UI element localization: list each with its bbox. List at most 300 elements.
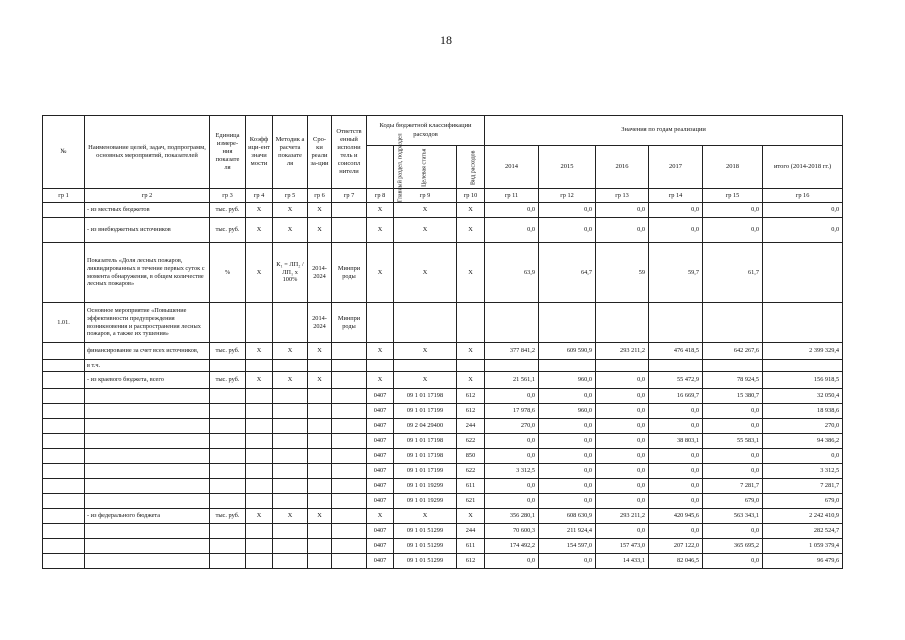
table-cell: 94 386,2	[763, 434, 843, 449]
table-cell	[210, 494, 246, 509]
table-cell	[43, 360, 85, 372]
table-cell: Х	[457, 203, 485, 218]
table-cell: - из федерального бюджета	[85, 509, 210, 524]
table-cell: 174 492,2	[485, 539, 539, 554]
table-cell	[273, 419, 308, 434]
table-cell	[308, 419, 332, 434]
table-cell: 420 945,6	[649, 509, 703, 524]
column-number-cell: гр 16	[763, 189, 843, 203]
header-coeff: Коэфф ици-ент значи мости	[246, 116, 273, 189]
table-cell: 211 924,4	[539, 524, 596, 539]
table-cell	[85, 404, 210, 419]
table-cell: 0,0	[596, 218, 649, 243]
table-cell: 0,0	[763, 218, 843, 243]
table-cell: 7 281,7	[703, 479, 763, 494]
table-cell	[596, 360, 649, 372]
table-cell	[367, 360, 394, 372]
table-cell: 0,0	[596, 464, 649, 479]
table-cell: 0,0	[649, 464, 703, 479]
table-cell	[332, 494, 367, 509]
table-cell	[273, 404, 308, 419]
table-cell	[246, 554, 273, 569]
table-cell: 0,0	[485, 554, 539, 569]
table-cell: Х	[457, 509, 485, 524]
table-cell	[308, 479, 332, 494]
table-cell: 960,0	[539, 372, 596, 389]
table-cell: Х	[367, 243, 394, 303]
table-cell	[332, 389, 367, 404]
table-cell: 0407	[367, 524, 394, 539]
table-cell: 621	[457, 494, 485, 509]
table-cell	[332, 464, 367, 479]
header-code-article: Целевая статья	[394, 146, 457, 189]
table-cell	[85, 419, 210, 434]
table-cell: в т.ч.	[85, 360, 210, 372]
table-cell: 70 600,3	[485, 524, 539, 539]
table-cell: 0,0	[485, 479, 539, 494]
table-cell: 0,0	[539, 449, 596, 464]
table-cell: 356 280,1	[485, 509, 539, 524]
table-cell: 59,7	[649, 243, 703, 303]
table-cell: 0,0	[485, 494, 539, 509]
header-values-by-year: Значения по годам реализации	[485, 116, 843, 146]
table-cell: 0,0	[485, 449, 539, 464]
table-cell: 476 418,5	[649, 343, 703, 360]
table-cell: Минпри роды	[332, 303, 367, 343]
table-cell: тыс. руб.	[210, 218, 246, 243]
table-cell: 0407	[367, 464, 394, 479]
table-cell: %	[210, 243, 246, 303]
table-cell: 09 1 01 17199	[394, 404, 457, 419]
table-cell	[246, 303, 273, 343]
table-cell	[43, 434, 85, 449]
table-cell: Х	[308, 509, 332, 524]
table-body	[43, 189, 843, 569]
table-cell	[273, 303, 308, 343]
table-cell	[308, 539, 332, 554]
header-year-2015: 2015	[539, 146, 596, 189]
table-cell: 612	[457, 554, 485, 569]
table-cell: 960,0	[539, 404, 596, 419]
column-number-cell: гр 4	[246, 189, 273, 203]
table-cell	[85, 539, 210, 554]
table-cell	[308, 524, 332, 539]
table-cell: 0407	[367, 539, 394, 554]
table-cell	[332, 434, 367, 449]
table-cell	[332, 479, 367, 494]
table-cell	[273, 539, 308, 554]
table-cell	[43, 524, 85, 539]
table-cell: Х	[308, 218, 332, 243]
table-cell	[763, 360, 843, 372]
table-cell	[85, 464, 210, 479]
table-cell	[457, 303, 485, 343]
table-cell: 0,0	[539, 554, 596, 569]
table-cell: 365 695,2	[703, 539, 763, 554]
table-cell: Х	[246, 243, 273, 303]
column-number-cell: гр 12	[539, 189, 596, 203]
table-row	[43, 464, 843, 479]
table-cell: 156 918,5	[763, 372, 843, 389]
table-cell: 2014-2024	[308, 303, 332, 343]
table-cell: 2 399 329,4	[763, 343, 843, 360]
table-cell: 18 938,6	[763, 404, 843, 419]
table-cell: 64,7	[539, 243, 596, 303]
table-cell	[273, 524, 308, 539]
table-cell: 0,0	[485, 434, 539, 449]
table-cell	[332, 554, 367, 569]
table-cell: 622	[457, 434, 485, 449]
table-cell: 0,0	[703, 449, 763, 464]
table-cell: Х	[246, 218, 273, 243]
table-cell	[332, 539, 367, 554]
table-cell: 270,0	[763, 419, 843, 434]
table-cell	[210, 449, 246, 464]
table-cell: 0407	[367, 404, 394, 419]
table-cell	[85, 449, 210, 464]
column-number-cell: гр 6	[308, 189, 332, 203]
table-cell: 0,0	[703, 218, 763, 243]
header-budget-codes: Коды бюджетной классификации расходов	[367, 116, 485, 146]
table-cell: 244	[457, 524, 485, 539]
table-cell	[43, 554, 85, 569]
table-cell	[308, 404, 332, 419]
table-cell: 0,0	[485, 389, 539, 404]
table-cell: Х	[308, 203, 332, 218]
table-row	[43, 554, 843, 569]
table-cell: 0407	[367, 434, 394, 449]
table-cell: - из внебюджетных источников	[85, 218, 210, 243]
table-cell: 0,0	[649, 494, 703, 509]
table-cell: Х	[273, 218, 308, 243]
table-cell: 0,0	[596, 404, 649, 419]
table-cell	[43, 539, 85, 554]
table-cell	[43, 343, 85, 360]
table-cell: 2 242 410,9	[763, 509, 843, 524]
table-cell	[43, 218, 85, 243]
table-cell	[43, 372, 85, 389]
table-cell	[273, 449, 308, 464]
column-number-cell: гр 1	[43, 189, 85, 203]
table-cell: Х	[308, 343, 332, 360]
table-cell: 82 046,5	[649, 554, 703, 569]
table-cell	[332, 372, 367, 389]
table-row	[43, 372, 843, 389]
table-cell: 293 211,2	[596, 343, 649, 360]
table-cell: 0,0	[596, 203, 649, 218]
table-cell	[273, 464, 308, 479]
table-cell: 207 122,0	[649, 539, 703, 554]
table-cell: 0,0	[539, 494, 596, 509]
table-cell	[273, 360, 308, 372]
table-cell: финансирование за счет всех источников,	[85, 343, 210, 360]
header-term: Сро-ки реали за-ции	[308, 116, 332, 189]
table-row	[43, 479, 843, 494]
table-cell	[43, 404, 85, 419]
header-method: Методик а расчета показате ля	[273, 116, 308, 189]
table-cell: 0,0	[539, 203, 596, 218]
table-cell: 14 433,1	[596, 554, 649, 569]
table-cell	[332, 509, 367, 524]
table-cell	[273, 554, 308, 569]
table-cell: 7 281,7	[763, 479, 843, 494]
table-row	[43, 524, 843, 539]
table-cell	[210, 360, 246, 372]
table-cell	[246, 360, 273, 372]
table-cell: Х	[367, 218, 394, 243]
column-number-cell: гр 2	[85, 189, 210, 203]
table-cell: 0,0	[703, 419, 763, 434]
table-cell: 0,0	[596, 449, 649, 464]
column-number-cell: гр 5	[273, 189, 308, 203]
table-cell: 612	[457, 404, 485, 419]
table-cell	[43, 419, 85, 434]
table-cell	[485, 303, 539, 343]
table-cell: Х	[273, 203, 308, 218]
table-cell	[85, 524, 210, 539]
table-cell	[273, 494, 308, 509]
column-number-row	[43, 189, 843, 203]
table-cell	[210, 464, 246, 479]
table-cell: 850	[457, 449, 485, 464]
table-row	[43, 303, 843, 343]
table-cell	[85, 494, 210, 509]
table-cell	[308, 464, 332, 479]
table-cell: 157 473,0	[596, 539, 649, 554]
table-cell	[43, 494, 85, 509]
table-cell: 0,0	[596, 419, 649, 434]
table-cell: 0,0	[649, 419, 703, 434]
table-cell	[763, 243, 843, 303]
table-cell: 09 2 04 29400	[394, 419, 457, 434]
table-cell: 0,0	[649, 203, 703, 218]
header-year-2016: 2016	[596, 146, 649, 189]
table-cell: Х	[246, 343, 273, 360]
table-cell	[539, 360, 596, 372]
table-cell	[246, 404, 273, 419]
table-cell: 0,0	[703, 554, 763, 569]
table-cell	[308, 554, 332, 569]
table-cell	[332, 218, 367, 243]
table-cell: 0,0	[649, 449, 703, 464]
table-cell	[246, 494, 273, 509]
table-cell: Х	[394, 243, 457, 303]
table-cell: Х	[308, 372, 332, 389]
table-cell: 0,0	[596, 479, 649, 494]
table-cell: 0,0	[539, 389, 596, 404]
table-cell: 377 841,2	[485, 343, 539, 360]
table-cell: 0407	[367, 494, 394, 509]
table-cell: 609 590,9	[539, 343, 596, 360]
table-cell: 21 561,1	[485, 372, 539, 389]
table-cell: Х	[273, 372, 308, 389]
table-cell: 3 312,5	[485, 464, 539, 479]
table-cell: Минпри роды	[332, 243, 367, 303]
table-cell: 09 1 01 19299	[394, 494, 457, 509]
table-cell	[596, 303, 649, 343]
table-cell: 09 1 01 17198	[394, 434, 457, 449]
table-cell: Х	[457, 218, 485, 243]
table-cell	[43, 389, 85, 404]
table-cell: 154 597,0	[539, 539, 596, 554]
table-cell	[43, 464, 85, 479]
table-cell	[246, 434, 273, 449]
table-cell	[539, 303, 596, 343]
table-cell: 96 479,6	[763, 554, 843, 569]
table-cell: Х	[273, 343, 308, 360]
table-cell: Х	[457, 343, 485, 360]
table-cell: 0,0	[703, 524, 763, 539]
table-cell: - из краевого бюджета, всего	[85, 372, 210, 389]
table-cell	[649, 360, 703, 372]
table-cell: Х	[367, 372, 394, 389]
table-cell	[308, 360, 332, 372]
table-cell: 09 1 01 17198	[394, 449, 457, 464]
table-cell: 611	[457, 479, 485, 494]
table-cell	[43, 203, 85, 218]
table-cell	[43, 243, 85, 303]
table-cell: 0,0	[763, 449, 843, 464]
table-cell: Х	[394, 203, 457, 218]
table-row	[43, 419, 843, 434]
table-row	[43, 203, 843, 218]
table-cell: Х	[246, 372, 273, 389]
table-cell	[43, 449, 85, 464]
table-cell: 0,0	[703, 404, 763, 419]
table-cell	[246, 539, 273, 554]
table-cell: 0,0	[649, 404, 703, 419]
table-cell: 0407	[367, 554, 394, 569]
table-cell: 0,0	[485, 203, 539, 218]
table-cell	[210, 404, 246, 419]
table-cell: тыс. руб.	[210, 372, 246, 389]
table-cell	[763, 303, 843, 343]
column-number-cell: гр 8	[367, 189, 394, 203]
table-cell	[332, 419, 367, 434]
table-row	[43, 389, 843, 404]
table-cell	[332, 360, 367, 372]
table-cell	[308, 449, 332, 464]
table-cell	[210, 524, 246, 539]
table-cell	[85, 554, 210, 569]
table-row	[43, 243, 843, 303]
table-cell: Х	[457, 372, 485, 389]
table-cell	[703, 303, 763, 343]
table-cell: 0,0	[649, 479, 703, 494]
table-row	[43, 539, 843, 554]
table-cell: 09 1 01 19299	[394, 479, 457, 494]
table-cell	[457, 360, 485, 372]
table-row	[43, 449, 843, 464]
table-cell: 78 924,5	[703, 372, 763, 389]
table-cell: Х	[273, 509, 308, 524]
table-cell: 270,0	[485, 419, 539, 434]
table-cell	[332, 343, 367, 360]
table-cell: 0,0	[596, 524, 649, 539]
header-year-2018: 2018	[703, 146, 763, 189]
table-cell: 0,0	[703, 464, 763, 479]
column-number-cell: гр 3	[210, 189, 246, 203]
table-row	[43, 218, 843, 243]
table-cell: Х	[367, 509, 394, 524]
table-cell: 642 267,6	[703, 343, 763, 360]
table-cell: тыс. руб.	[210, 203, 246, 218]
table-cell	[43, 479, 85, 494]
table-cell	[210, 419, 246, 434]
table-cell	[332, 449, 367, 464]
table-cell: Х	[457, 243, 485, 303]
table-cell: 612	[457, 389, 485, 404]
table-cell: 09 1 01 17199	[394, 464, 457, 479]
table-cell: 679,0	[703, 494, 763, 509]
table-cell: - из местных бюджетов	[85, 203, 210, 218]
header-year-2014: 2014	[485, 146, 539, 189]
table-cell: тыс. руб.	[210, 509, 246, 524]
table-cell: Х	[246, 203, 273, 218]
table-cell	[210, 389, 246, 404]
table-cell	[246, 449, 273, 464]
table-cell: 0,0	[763, 203, 843, 218]
table-cell	[85, 434, 210, 449]
table-cell: 63,9	[485, 243, 539, 303]
table-cell: 0407	[367, 479, 394, 494]
table-cell: 0,0	[539, 434, 596, 449]
table-cell: 17 978,6	[485, 404, 539, 419]
table-cell	[308, 389, 332, 404]
table-cell: Х	[394, 509, 457, 524]
table-cell	[703, 360, 763, 372]
table-cell: 0407	[367, 449, 394, 464]
column-number-cell: гр 10	[457, 189, 485, 203]
table-cell: 15 380,7	[703, 389, 763, 404]
column-number-cell: гр 13	[596, 189, 649, 203]
table-cell	[210, 479, 246, 494]
table-cell	[246, 419, 273, 434]
table-cell: 0,0	[539, 218, 596, 243]
header-responsible: Ответств енный исполни тель и соисопл нители	[332, 116, 367, 189]
table-cell	[649, 303, 703, 343]
table-cell: 0,0	[596, 434, 649, 449]
table-cell: 55 583,1	[703, 434, 763, 449]
table-cell	[394, 360, 457, 372]
table-cell	[485, 360, 539, 372]
table-cell: Х	[367, 343, 394, 360]
header-num: №	[43, 116, 85, 189]
table-row	[43, 343, 843, 360]
header-unit: Единица измере-ния показате ля	[210, 116, 246, 189]
table-cell: Х	[394, 343, 457, 360]
table-cell: 09 1 01 51299	[394, 554, 457, 569]
table-cell: 0,0	[485, 218, 539, 243]
page-number: 18	[440, 33, 452, 47]
header-year-2017: 2017	[649, 146, 703, 189]
table-cell	[332, 203, 367, 218]
table-cell: 0,0	[539, 479, 596, 494]
table-cell: Х	[394, 372, 457, 389]
table-cell: Х	[367, 203, 394, 218]
table-cell	[308, 434, 332, 449]
table-cell: 608 630,9	[539, 509, 596, 524]
table-cell: 0,0	[596, 389, 649, 404]
table-cell	[246, 389, 273, 404]
table-cell: 0,0	[649, 218, 703, 243]
table-cell: 244	[457, 419, 485, 434]
table-cell: 09 1 01 51299	[394, 539, 457, 554]
table-cell	[246, 524, 273, 539]
table-row	[43, 404, 843, 419]
header-name: Наименование целей, задач, подпрограмм, основных мероприятий, показателей	[85, 116, 210, 189]
table-cell: 61,7	[703, 243, 763, 303]
